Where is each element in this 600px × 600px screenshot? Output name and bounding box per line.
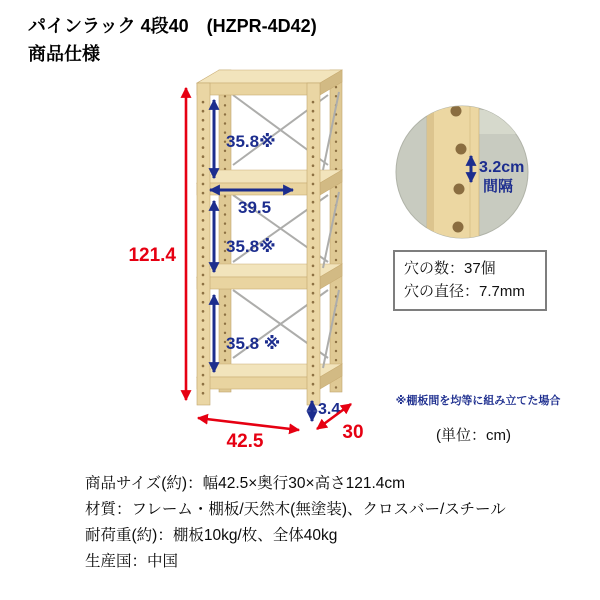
board-thickness-label: 3.4 [318, 401, 341, 418]
width-dimension-arrow [198, 418, 299, 430]
inner-width-label: 39.5 [238, 198, 272, 217]
unit-note: (単位：cm) [436, 427, 511, 444]
depth-dimension-label: 30 [342, 422, 364, 443]
spec-material: 材質：フレーム・棚板/天然木(無塗装)、クロスバー/スチール [85, 501, 506, 518]
gap-bottom-label: 35.8 ※ [226, 334, 281, 353]
spec-list [85, 471, 506, 575]
spec-heading: 商品仕様 [28, 43, 100, 64]
hole-count: 穴の数：37個 [404, 260, 496, 277]
gap-middle-label: 35.8※ [226, 237, 276, 256]
height-dimension-label: 121.4 [128, 245, 176, 266]
hole-detail-inset [396, 100, 533, 245]
product-title: パインラック 4段40 (HZPR-4D42) [28, 16, 317, 36]
spec-size: 商品サイズ(約)：幅42.5×奥行30×高さ121.4cm [85, 475, 406, 492]
hole-interval-word: 間隔 [483, 178, 514, 195]
width-dimension-label: 42.5 [226, 431, 264, 452]
spec-load: 耐荷重(約)：棚板10kg/枚、全体40kg [85, 527, 338, 544]
gap-top-label: 35.8※ [226, 132, 276, 151]
shelf-board [197, 70, 342, 83]
inset-wood-shade [427, 100, 434, 245]
title-block [28, 13, 317, 69]
hole-diameter: 穴の直径：7.7mm [404, 283, 525, 301]
assembly-note: ※棚板間を均等に組み立てた場合 [395, 395, 561, 407]
spec-country: 生産国：中国 [85, 553, 179, 570]
hole-interval-value: 3.2cm [479, 159, 525, 176]
hole-info-box [393, 250, 547, 311]
